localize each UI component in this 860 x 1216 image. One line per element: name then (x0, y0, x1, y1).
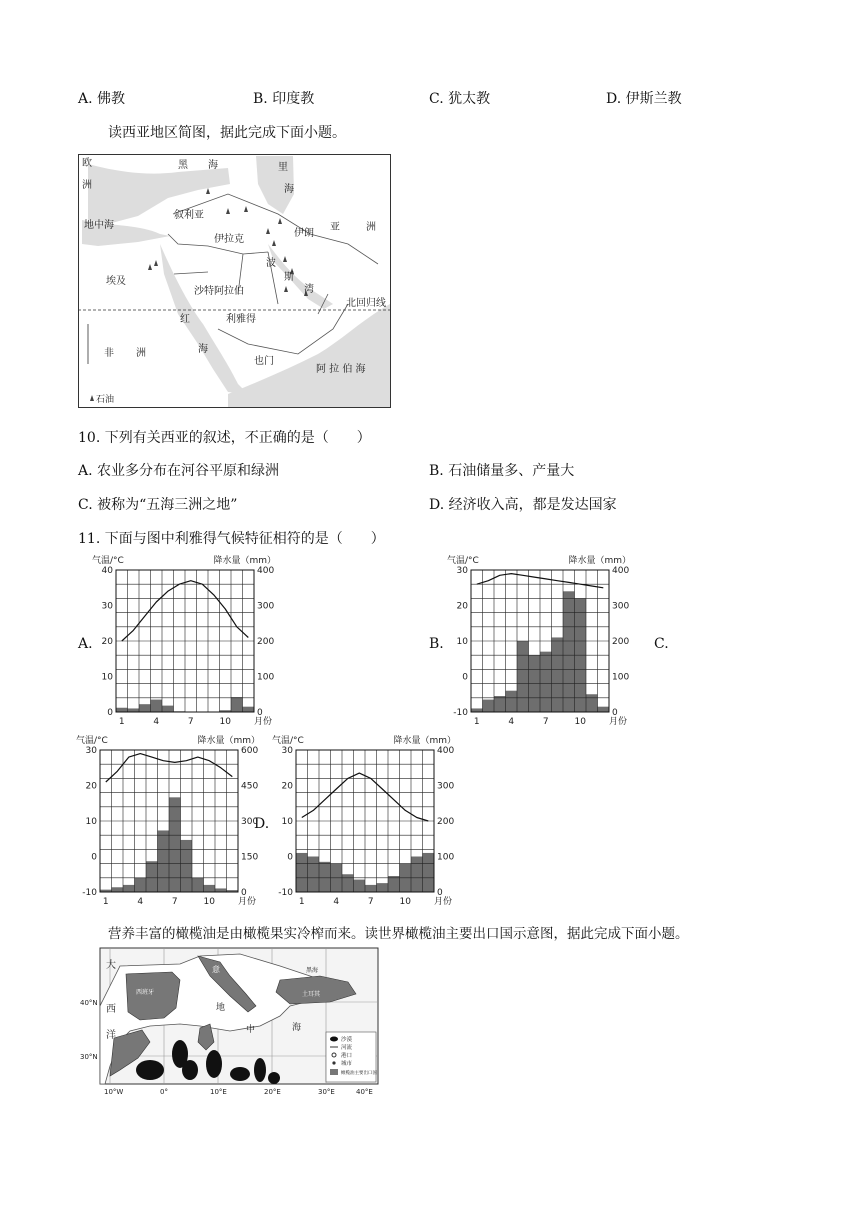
ytick-label: 40 (101, 566, 113, 576)
precip-bar (563, 591, 575, 712)
precip-bar (586, 694, 598, 712)
y2label: 降水量（mm） (393, 736, 456, 746)
legend-exporter: 橄榄油主要出口国 (341, 1071, 377, 1076)
precip-bar (308, 857, 320, 893)
label-africa-2: 洲 (136, 348, 146, 359)
q10-option-b: B. 石油储量多、产量大 (429, 463, 575, 479)
label-mediterranean: 地中海 (84, 220, 114, 231)
climate-chart-b (445, 552, 635, 732)
q10-option-c: C. 被称为“五海三洲之地” (78, 497, 238, 513)
climate-chart-d (270, 732, 460, 912)
precip-bar (471, 708, 483, 712)
ytick-label: 30 (281, 746, 293, 756)
west-asia-map (78, 154, 391, 408)
label-europe: 欧 (82, 158, 92, 169)
precip-bar (231, 697, 243, 712)
label-persian-2: 斯 (284, 272, 294, 283)
ytick-label: 30 (101, 601, 113, 612)
y2tick-label: 0 (241, 888, 247, 898)
label-black-sea: 黑海 (306, 967, 319, 974)
q10-option-d: D. 经济收入高，都是发达国家 (429, 497, 617, 513)
precip-bar (243, 707, 255, 712)
xtick-label: 10 (219, 717, 231, 727)
xtick-label: 10 (203, 897, 215, 907)
xtick-label: 10 (574, 717, 586, 727)
q10-option-a: A. 农业多分布在河谷平原和绿洲 (78, 463, 280, 479)
precip-bar (135, 878, 147, 892)
ytick-label: 30 (85, 746, 97, 756)
ytick-label: 0 (91, 852, 97, 863)
xtick-label: 4 (333, 897, 340, 907)
precip-bar (158, 830, 170, 892)
ytick-label: 30 (456, 566, 468, 576)
ytick-label: 20 (281, 781, 293, 792)
ytick-label: 10 (281, 817, 293, 827)
y2label: 降水量（mm） (197, 736, 260, 746)
precip-bar (296, 853, 308, 892)
ylabel: 气温/°C (76, 736, 108, 746)
label-africa-1: 非 (104, 348, 114, 359)
label-iran: 伊朗 (294, 228, 314, 239)
y2tick-label: 100 (257, 672, 275, 683)
q9-option-a: A. 佛教 (78, 91, 126, 107)
lon-10e: 10°E (210, 1088, 227, 1096)
lon-10w: 10°W (104, 1088, 124, 1096)
y2label: 降水量（mm） (213, 556, 276, 566)
olive-map-legend (326, 1032, 377, 1082)
legend-city: 城市 (341, 1061, 353, 1067)
ytick-label: 10 (456, 637, 468, 647)
label-med-3: 海 (292, 1023, 302, 1033)
q9-option-b: B. 印度教 (253, 91, 315, 107)
ylabel: 气温/°C (447, 556, 479, 566)
label-caspian-2: 海 (284, 184, 294, 195)
precip-bar (517, 641, 529, 712)
label-med-2: 中 (246, 1025, 256, 1035)
west-asia-intro: 读西亚地区简图，据此完成下面小题。 (108, 125, 346, 141)
olive-intro: 营养丰富的橄榄油是由橄榄果实冷榨而来。读世界橄榄油主要出口国示意图，据此完成下面小题。 (108, 926, 689, 942)
q11-label-d: D. (254, 816, 270, 832)
q11-label-c: C. (654, 636, 669, 652)
q11-stem: 11. 下面与图中利雅得气候特征相符的是（ ） (78, 531, 385, 547)
xtick-label: 1 (473, 717, 480, 727)
precip-bar (552, 637, 564, 712)
legend-oil: 石油 (96, 395, 115, 405)
label-persian-1: 波 (266, 258, 276, 269)
q10-stem: 10. 下列有关西亚的叙述，不正确的是（ ） (78, 430, 371, 446)
xunit-label: 月份 (237, 897, 256, 907)
label-yang: 洋 (106, 1030, 116, 1041)
climate-chart-a (90, 552, 280, 732)
label-arabian-sea: 阿 拉 伯 海 (316, 364, 366, 375)
ytick-label: 20 (101, 637, 113, 647)
xtick-label: 1 (118, 717, 125, 727)
precip-bar (128, 708, 140, 712)
label-riyadh: 利雅得 (226, 314, 256, 325)
precip-bar (116, 708, 128, 712)
label-persian-3: 湾 (304, 284, 314, 295)
precip-bar (319, 862, 331, 892)
y2tick-label: 300 (612, 601, 630, 612)
ytick-label: 0 (287, 852, 293, 863)
y2tick-label: 400 (612, 566, 630, 576)
y2tick-label: 0 (612, 708, 618, 718)
xunit-label: 月份 (253, 717, 272, 727)
y2tick-label: 200 (257, 637, 275, 647)
xtick-label: 7 (171, 897, 178, 907)
label-black-sea-2: 海 (208, 160, 218, 171)
precip-bar (192, 878, 204, 892)
y2tick-label: 300 (257, 601, 275, 612)
label-red-sea-2: 海 (198, 344, 208, 355)
lon-20e: 20°E (264, 1088, 281, 1096)
y2tick-label: 400 (437, 746, 455, 756)
label-black-sea-1: 黑 (178, 160, 188, 171)
precip-bar (146, 861, 158, 892)
q11-label-a: A. (78, 636, 93, 652)
label-turkey: 土耳其 (302, 991, 321, 998)
xunit-label: 月份 (433, 897, 452, 907)
ytick-label: 0 (107, 708, 113, 718)
precip-bar (411, 857, 423, 893)
precip-bar (540, 652, 552, 712)
xtick-label: 7 (187, 717, 194, 727)
y2tick-label: 300 (241, 817, 259, 827)
label-spain: 西班牙 (136, 989, 155, 996)
precip-bar (506, 691, 518, 712)
precip-bar (388, 876, 400, 892)
y2tick-label: 100 (612, 672, 630, 683)
label-syria: 叙利亚 (174, 210, 204, 221)
xtick-label: 7 (542, 717, 549, 727)
precip-bar (377, 883, 389, 892)
y2tick-label: 100 (437, 852, 455, 863)
ytick-label: -10 (453, 708, 468, 718)
legend-river: 河流 (341, 1045, 353, 1051)
label-iraq: 伊拉克 (214, 234, 244, 245)
y2tick-label: 200 (437, 817, 455, 827)
xtick-label: 10 (399, 897, 411, 907)
label-med-1: 地 (216, 1003, 226, 1013)
precip-bar (123, 885, 135, 892)
label-asia-2: 洲 (366, 222, 376, 233)
ytick-label: -10 (82, 888, 97, 898)
q11-label-b: B. (429, 636, 444, 652)
q9-option-d: D. 伊斯兰教 (606, 91, 682, 107)
ytick-label: 20 (85, 781, 97, 792)
y2tick-label: 450 (241, 781, 259, 792)
y2tick-label: 300 (437, 781, 455, 792)
precip-bar (139, 704, 151, 712)
lon-0: 0° (160, 1088, 168, 1096)
y2label: 降水量（mm） (568, 556, 631, 566)
label-red-sea-1: 红 (180, 314, 190, 325)
lon-40e: 40°E (356, 1088, 373, 1096)
ytick-label: 0 (462, 672, 468, 683)
ylabel: 气温/°C (272, 736, 304, 746)
lat-30n: 30°N (80, 1053, 98, 1061)
label-egypt: 埃及 (106, 276, 126, 287)
xtick-label: 7 (367, 897, 374, 907)
ytick-label: -10 (278, 888, 293, 898)
ytick-label: 10 (85, 817, 97, 827)
climate-chart-c (74, 732, 264, 912)
precip-bar (494, 696, 506, 712)
label-europe-2: 洲 (82, 180, 92, 191)
y2tick-label: 150 (241, 852, 259, 863)
q9-option-c: C. 犹太教 (429, 91, 491, 107)
xtick-label: 4 (137, 897, 144, 907)
ytick-label: 20 (456, 601, 468, 612)
label-tropic: 北回归线 (346, 298, 386, 309)
precip-bar (365, 885, 377, 892)
precip-bar (181, 840, 193, 892)
precip-bar (204, 885, 216, 892)
y2tick-label: 200 (612, 637, 630, 647)
xtick-label: 4 (508, 717, 515, 727)
xtick-label: 1 (298, 897, 305, 907)
label-da: 大 (106, 960, 116, 971)
precip-bar (483, 700, 495, 712)
label-saudi-arabia: 沙特阿拉伯 (194, 286, 244, 297)
xtick-label: 1 (102, 897, 109, 907)
precip-bar (151, 700, 163, 712)
precip-bar (112, 887, 124, 892)
xtick-label: 4 (153, 717, 160, 727)
precip-bar (162, 706, 174, 712)
precip-bar (342, 874, 354, 892)
label-caspian-1: 里 (278, 162, 288, 173)
y2tick-label: 0 (437, 888, 443, 898)
precip-bar (598, 707, 610, 712)
label-italy: 意 (212, 965, 220, 974)
ylabel: 气温/°C (92, 556, 124, 566)
y2tick-label: 0 (257, 708, 263, 718)
label-asia-1: 亚 (330, 222, 340, 233)
olive-oil-map (80, 946, 380, 1098)
label-yemen: 也门 (254, 356, 274, 367)
y2tick-label: 600 (241, 746, 259, 756)
xunit-label: 月份 (608, 717, 627, 727)
label-xi: 西 (106, 1004, 116, 1015)
y2tick-label: 400 (257, 566, 275, 576)
lon-30e: 30°E (318, 1088, 335, 1096)
ytick-label: 10 (101, 672, 113, 683)
legend-desert: 沙漠 (341, 1037, 353, 1043)
lat-40n: 40°N (80, 999, 98, 1007)
legend-port: 港口 (341, 1053, 353, 1059)
precip-bar (354, 880, 366, 892)
precip-bar (215, 888, 227, 892)
precip-bar (423, 853, 435, 892)
